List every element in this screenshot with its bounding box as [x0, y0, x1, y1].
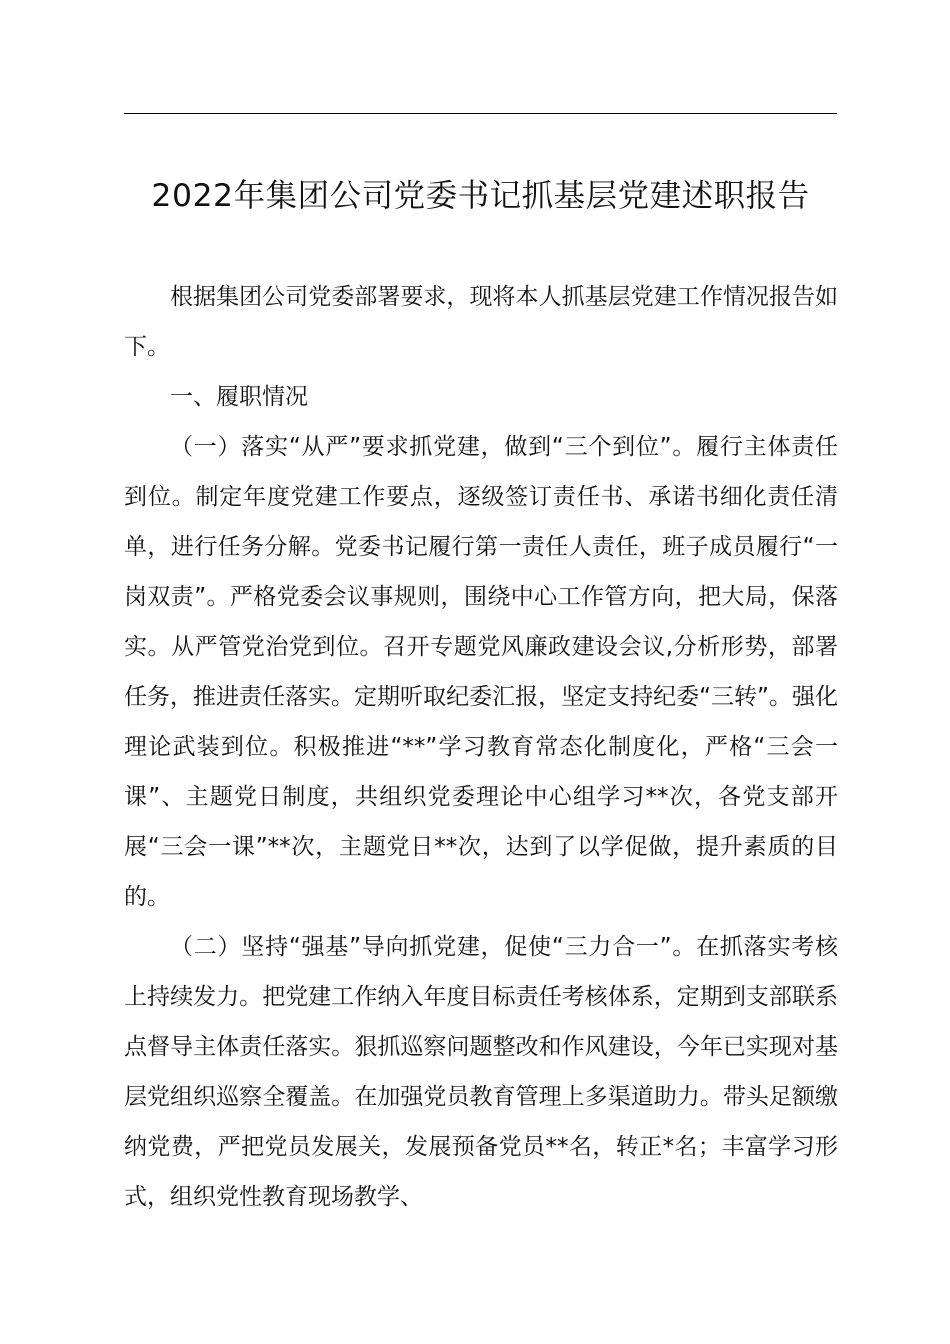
section-heading: 一、履职情况: [170, 384, 308, 410]
header-rule: [124, 113, 837, 114]
body-paragraph-2: （二）坚持“强基”导向抓党建，促使“三力合一”。在抓落实考核上持续发力。把党建工作纳入年度目标责任考核体系，定期到支部联系点督导主体责任落实。狠抓巡察问题整改和作风建设，今年已实现对基层党组织巡察全覆盖。在加强党员教育管理上多渠道助力。带头足额缴纳党费，严把党员发展关，发展预备党员**名，转正*名；丰富学习形式，组织党性教育现场教学、: [124, 934, 838, 1210]
intro-paragraph: 根据集团公司党委部署要求，现将本人抓基层党建工作情况报告如下。: [124, 284, 838, 360]
document-title: 2022年集团公司党委书记抓基层党建述职报告: [151, 178, 810, 214]
document-body: [124, 272, 838, 1222]
body-paragraph-1: （一）落实“从严”要求抓党建，做到“三个到位”。履行主体责任到位。制定年度党建工作要点，逐级签订责任书、承诺书细化责任清单，进行任务分解。党委书记履行第一责任人责任，班子成员履行“一岗双责”。严格党委会议事规则，围绕中心工作管方向，把大局，保落实。从严管党治党到位。召开专题党风廉政建设会议,分析形势，部署任务，推进责任落实。定期听取纪委汇报，坚定支持纪委“三转”。强化理论武装到位。积极推进“**”学习教育常态化制度化，严格“三会一课”、主题党日制度，共组织党委理论中心组学习**次，各党支部开展“三会一课”**次，主题党日**次，达到了以学促做，提升素质的目的。: [124, 434, 838, 910]
